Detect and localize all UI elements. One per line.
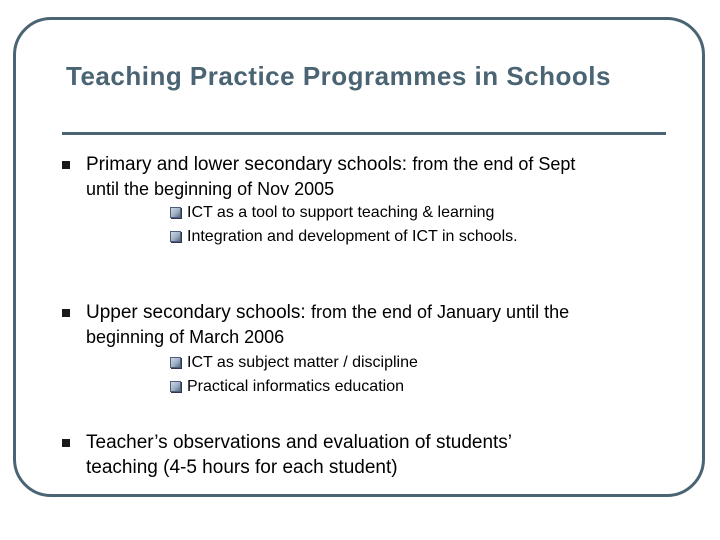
sub-item-informatics (170, 375, 404, 399)
bullet-text-line2: until the beginning of Nov 2005 (86, 179, 335, 199)
sub-item-text: ICT as subject matter / discipline (187, 354, 418, 371)
bullet-teacher-observations (62, 430, 662, 480)
square-bullet-icon (62, 161, 70, 169)
bullet-text-main: Primary and lower secondary schools: (86, 154, 413, 175)
sub-item-text: Integration and development of ICT in schools. (187, 228, 518, 245)
bullet-text-tail: from the end of January until the (310, 302, 570, 322)
slide-title: Teaching Practice Programmes in Schools (66, 61, 611, 91)
bullet-text-line2: teaching (4-5 hours for each student) (86, 457, 398, 478)
bullet-primary-schools (62, 152, 662, 202)
bullet-text-line1: Teacher’s observations and evaluation of students’ (86, 432, 513, 453)
square-bullet-icon (62, 439, 70, 447)
sub-item-ict-subject (170, 351, 418, 375)
bullet-text-tail: from the end of Sept (412, 154, 576, 174)
sub-item-ict-tool (170, 201, 494, 225)
checkbox-bullet-icon (170, 357, 181, 368)
checkbox-bullet-icon (170, 381, 181, 392)
square-bullet-icon (62, 309, 70, 317)
bullet-upper-secondary (62, 300, 662, 350)
sub-item-integration (170, 225, 518, 249)
sub-item-text: ICT as a tool to support teaching & learning (187, 204, 495, 221)
title-underline (62, 132, 666, 135)
sub-item-text: Practical informatics education (187, 378, 404, 395)
checkbox-bullet-icon (170, 207, 181, 218)
bullet-text-main: Upper secondary schools: (86, 302, 311, 323)
bullet-text-line2: beginning of March 2006 (86, 327, 285, 347)
checkbox-bullet-icon (170, 231, 181, 242)
